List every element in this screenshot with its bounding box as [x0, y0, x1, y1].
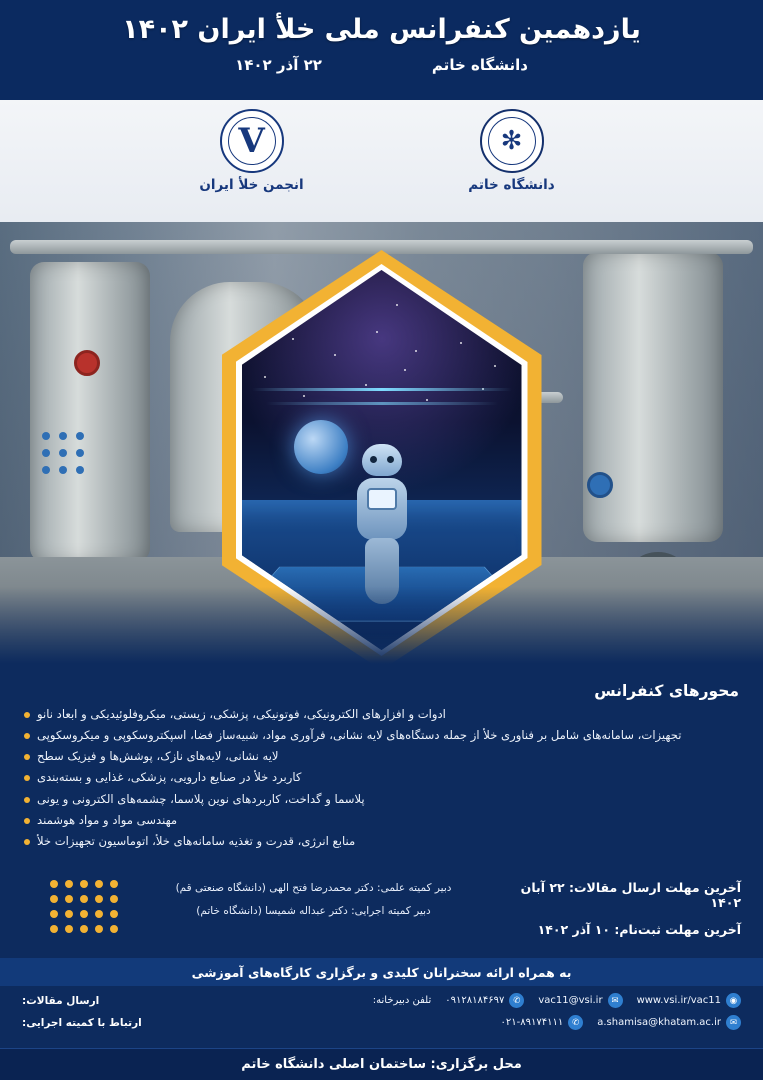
deadlines-block	[509, 880, 741, 949]
page-title: یازدهمین کنفرانس ملی خلأ ایران ۱۴۰۲	[122, 14, 641, 45]
robot-chest-screen	[367, 488, 397, 510]
phone-number: ۰۹۱۲۸۱۸۴۶۹۷	[445, 995, 505, 1006]
email-link-papers[interactable]	[538, 993, 622, 1008]
phone-icon: ✆	[568, 1015, 583, 1030]
robot-head	[362, 444, 402, 476]
deadlines-committee-section	[0, 872, 763, 958]
red-valve-icon	[74, 350, 100, 376]
phone-number: ۰۲۱-۸۹۱۷۴۱۱۱	[500, 1017, 564, 1028]
phone-secretariat[interactable]	[445, 993, 524, 1008]
envelope-icon: ✉	[608, 993, 623, 1008]
topic-text: لایه نشانی، لایه‌های نازک، پوشش‌ها و فیزیک سطح	[37, 749, 279, 764]
topic-text: تجهیزات، سامانه‌های شامل بر فناوری خلأ از جمله دستگاه‌های لایه نشانی، فرآوری مواد، شبیه‌ساز فضا، اسپکتروسکوپی و میکروسکوپی	[37, 728, 682, 743]
deadline-papers: آخرین مهلت ارسال مقالات: ۲۲ آبان ۱۴۰۲	[520, 880, 741, 910]
topic-text: مهندسی مواد و مواد هوشمند	[37, 812, 178, 827]
bullet-icon	[24, 712, 30, 718]
letter-v-icon: V	[238, 121, 265, 161]
list-item	[24, 749, 739, 765]
vacuum-chamber-1	[30, 262, 150, 562]
khatam-emblem-icon	[480, 109, 544, 173]
topic-text: پلاسما و گداخت، کاربردهای نوین پلاسما، چشمه‌های الکترونی و یونی	[37, 791, 365, 806]
logo-band	[0, 100, 763, 222]
email-link-executive[interactable]	[597, 1015, 741, 1030]
title-subrow	[0, 56, 763, 74]
bullet-icon	[24, 818, 30, 824]
committee-block	[118, 880, 509, 928]
phone-executive[interactable]	[501, 1015, 584, 1030]
topic-text: ادوات و افزارهای الکترونیکی، فوتونیکی، پزشکی، زیستی، میکروفلوئیدیکی و ابعاد نانو	[37, 707, 446, 721]
phone-icon: ✆	[509, 993, 524, 1008]
neon-light-strip	[266, 402, 498, 405]
bullet-icon	[24, 797, 30, 803]
website-link[interactable]	[637, 993, 741, 1008]
list-item	[24, 707, 739, 723]
contact-section	[0, 986, 763, 1048]
executive-contact-label: ارتباط با کمیته اجرایی:	[22, 1016, 142, 1029]
list-item	[24, 834, 739, 850]
robot-eye-icon	[370, 456, 377, 463]
robot-eye-icon	[387, 456, 394, 463]
scientific-committee-secretary: دبیر کمیته علمی: دکتر محمدرضا فتح الهی (دانشگاه صنعتی قم)	[175, 882, 452, 894]
bullet-icon	[24, 775, 30, 781]
website-url: www.vsi.ir/vac11	[636, 995, 721, 1006]
list-item	[24, 792, 739, 808]
conference-date: ۲۲ آذر ۱۴۰۲	[235, 55, 322, 74]
hero-photo	[0, 222, 763, 677]
papers-label: ارسال مقالات:	[22, 994, 100, 1007]
envelope-icon: ✉	[726, 1015, 741, 1030]
executive-committee-secretary: دبیر کمیته اجرایی: دکتر عبداله شمیسا (دانشگاه خاتم)	[196, 905, 431, 917]
iranian-vacuum-society-logo	[157, 109, 347, 193]
neon-light-strip	[252, 388, 512, 391]
workshop-note: به همراه ارائه سخنرانان کلیدی و برگزاری کارگاه‌های آموزشی	[191, 964, 572, 980]
photo-bottom-fade	[0, 587, 763, 677]
venue-text: محل برگزاری: ساختمان اصلی دانشگاه خاتم	[241, 1057, 522, 1072]
decorative-dot-grid	[42, 432, 84, 474]
humanoid-robot	[349, 444, 415, 604]
khatam-university-logo	[417, 109, 607, 193]
decorative-dot-matrix	[50, 880, 118, 933]
bullet-icon	[24, 733, 30, 739]
vacuum-society-emblem-icon	[220, 109, 284, 173]
venue-footer	[0, 1048, 763, 1080]
secretariat-phone-label: تلفن دبیرخانه:	[372, 995, 432, 1006]
list-item	[24, 813, 739, 829]
topic-text: منابع انرژی، قدرت و تغذیه سامانه‌های خلأ، اتوماسیون تجهیزات خلأ	[37, 833, 356, 848]
globe-icon: ◉	[726, 993, 741, 1008]
workshop-note-bar	[0, 958, 763, 986]
star-rosette-icon: ✻	[500, 126, 523, 156]
vacuum-chamber-3	[583, 252, 723, 542]
contact-row-papers	[22, 993, 741, 1008]
planet-earth-graphic	[294, 420, 348, 474]
list-item	[24, 728, 739, 744]
logo-caption: دانشگاه خاتم	[468, 177, 555, 193]
blue-valve-icon	[587, 472, 613, 498]
email-address: vac11@vsi.ir	[538, 995, 603, 1006]
bullet-icon	[24, 754, 30, 760]
bullet-icon	[24, 839, 30, 845]
title-band	[0, 0, 763, 100]
topics-section	[0, 672, 763, 870]
topics-title: محورهای کنفرانس	[594, 682, 739, 700]
venue-short: دانشگاه خاتم	[431, 55, 528, 74]
topic-text: کاربرد خلأ در صنایع دارویی، پزشکی، غذایی و بسته‌بندی	[37, 770, 302, 785]
deadline-registration: آخرین مهلت ثبت‌نام: ۱۰ آذر ۱۴۰۲	[537, 922, 741, 937]
email-address: a.shamisa@khatam.ac.ir	[597, 1017, 721, 1028]
decorative-dot-matrix-wrap	[22, 880, 118, 933]
logo-caption: انجمن خلأ ایران	[199, 177, 304, 193]
list-item	[24, 770, 739, 786]
contact-row-executive	[22, 1015, 741, 1030]
